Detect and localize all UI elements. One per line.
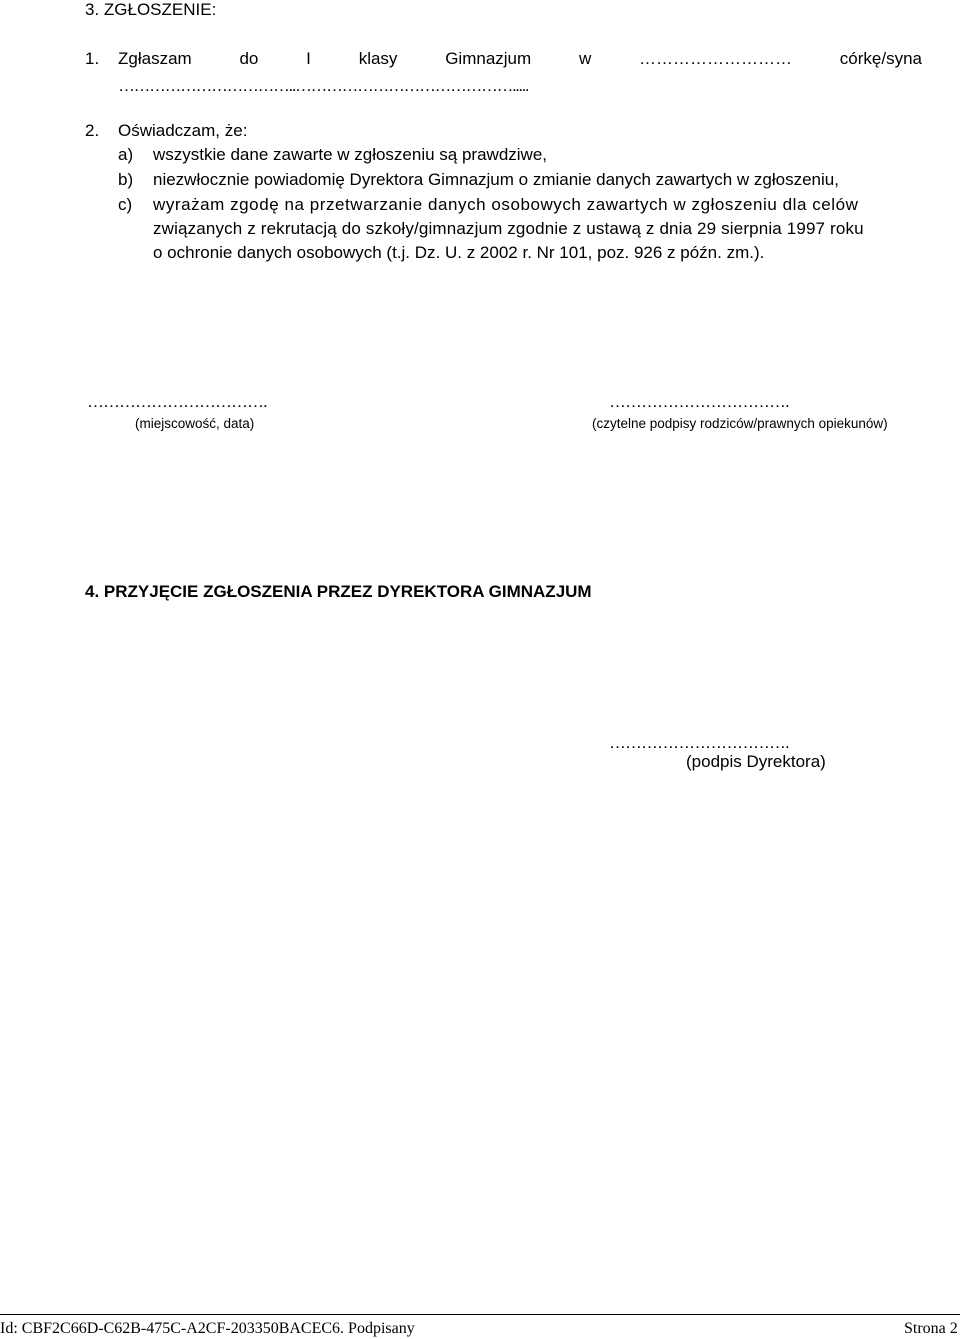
item-1-word: w (578, 49, 592, 68)
document-id: Id: CBF2C66D-C62B-475C-A2CF-203350BACEC6. Podpisany (0, 1320, 415, 1337)
point-a-text: wszystkie dane zawarte w zgłoszeniu są prawdziwe, (153, 145, 548, 164)
parents-signature-line: ……………………………. (609, 392, 789, 411)
item-1-word: córkę/syna (839, 49, 922, 68)
place-date-signature-line: ……………………………. (87, 392, 267, 411)
point-a-letter: a) (118, 145, 134, 164)
section-4-heading: 4. PRZYJĘCIE ZGŁOSZENIA PRZEZ DYREKTORA GIMNAZJUM (85, 582, 592, 601)
place-date-caption: (miejscowość, data) (135, 416, 255, 431)
item-1-number: 1. (85, 49, 100, 68)
point-c-letter: c) (118, 195, 133, 214)
director-signature-line: ……………………………. (609, 733, 789, 752)
section-3-heading: 3. ZGŁOSZENIE: (85, 0, 217, 19)
item-2-number: 2. (85, 121, 100, 140)
item-1-word: I (306, 49, 311, 68)
page-number: Strona 2 (904, 1320, 958, 1337)
parents-signature-caption: (czytelne podpisy rodziców/prawnych opiekunów) (592, 416, 888, 431)
item-2-intro: Oświadczam, że: (118, 121, 248, 140)
item-1-line-1 (118, 49, 922, 69)
point-b-letter: b) (118, 170, 134, 189)
point-c-line-1: wyrażam zgodę na przetwarzanie danych osobowych zawartych w zgłoszeniu dla celów (153, 195, 859, 214)
footer-divider (0, 1314, 960, 1315)
item-1-word: Gimnazjum (445, 49, 532, 68)
point-c-line-2: związanych z rekrutacją do szkoły/gimnazjum zgodnie z ustawą z dnia 29 sierpnia 1997 roku (153, 219, 864, 238)
child-name-blank: ……………………………..……………………………………..... (118, 76, 529, 95)
point-c-line-3: o ochronie danych osobowych (t.j. Dz. U. z 2002 r. Nr 101, poz. 926 z późn. zm.). (153, 243, 765, 262)
director-signature-caption: (podpis Dyrektora) (686, 752, 826, 771)
item-1-word: do (239, 49, 259, 68)
school-name-blank: ……………………… (639, 49, 793, 68)
point-b-text: niezwłocznie powiadomię Dyrektora Gimnazjum o zmianie danych zawartych w zgłoszeniu, (153, 170, 839, 189)
item-1-word: klasy (358, 49, 398, 68)
item-1-word: Zgłaszam (118, 49, 192, 68)
